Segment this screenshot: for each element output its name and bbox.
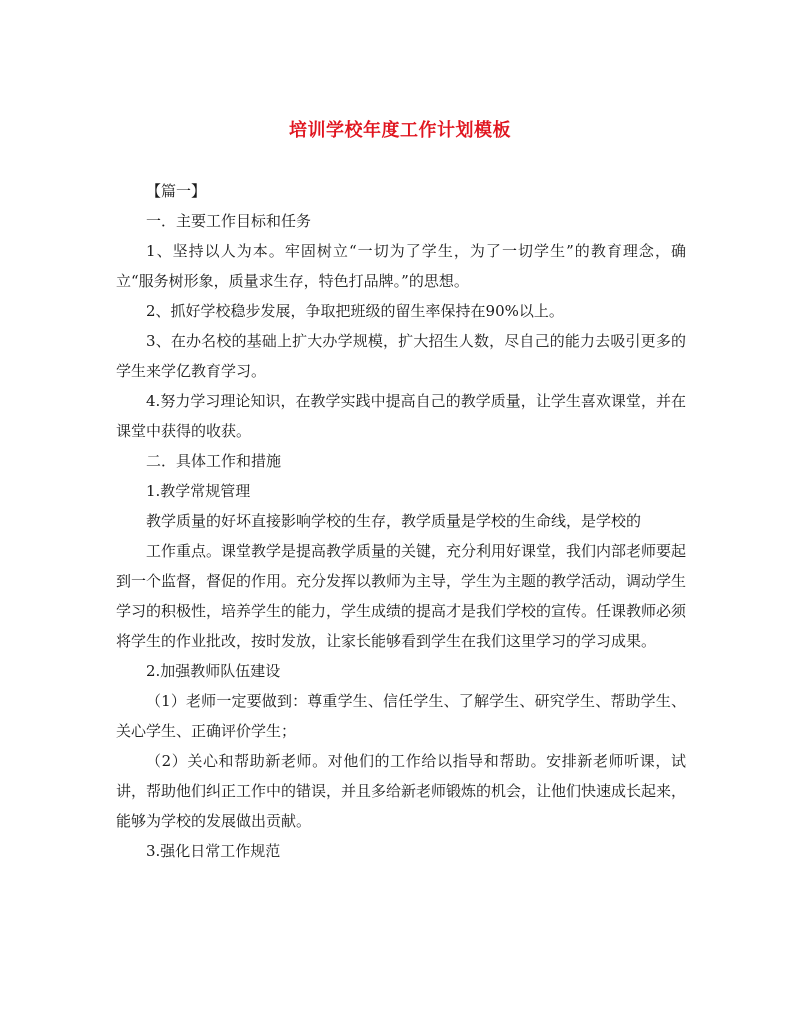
paragraph-3: 3、在办名校的基础上扩大办学规模，扩大招生人数，尽自己的能力去吸引更多的学生来学亿教育学习。 [116,332,686,380]
paragraph-classroom: 工作重点。课堂教学是提高教学质量的关键，充分利用好课堂，我们内部老师要起到一个监督，督促的作用。充分发挥以教师为主导，学生为主题的教学活动，调动学生学习的积极性，培养学生的能力，学生成绩的提高才是我们学校的宣传。任课教师必须将学生的作业批改，按时发放，让家长能够看到学生在我们这里学习的学习成果。 [116,542,687,650]
subheading-teaching-management: 1.教学常规管理 [146,482,251,500]
subheading-daily-work: 3.强化日常工作规范 [146,842,281,860]
paragraph-4: 4.努力学习理论知识，在教学实践中提高自己的教学质量，让学生喜欢课堂，并在课堂中获得的收获。 [116,392,686,440]
paragraph-2: 2、抓好学校稳步发展，争取把班级的留生率保持在90%以上。 [146,302,564,320]
paragraph-1: 1、坚持以人为本。牢固树立“一切为了学生，为了一切学生”的教育理念，确立“服务树形象，质量求生存，特色打品牌。”的思想。 [116,242,686,290]
section-label: 【篇一】 [146,182,207,200]
heading-measures: 二．具体工作和措施 [146,452,282,470]
paragraph-new-teachers: （2）关心和帮助新老师。对他们的工作给以指导和帮助。安排新老师听课，试讲，帮助他们纠正工作中的错误，并且多给新老师锻炼的机会，让他们快速成长起来，能够为学校的发展做出贡献。 [116,752,687,830]
subheading-teacher-team: 2.加强教师队伍建设 [146,662,281,680]
heading-main-goals: 一．主要工作目标和任务 [146,212,312,230]
paragraph-teaching-quality: 教学质量的好坏直接影响学校的生存，教学质量是学校的生命线，是学校的 [146,512,642,530]
document-body [116,176,686,866]
document-title: 培训学校年度工作计划模板 [289,120,511,141]
paragraph-teacher-duties: （1）老师一定要做到：尊重学生、信任学生、了解学生、研究学生、帮助学生、关心学生、正确评价学生； [116,692,686,740]
